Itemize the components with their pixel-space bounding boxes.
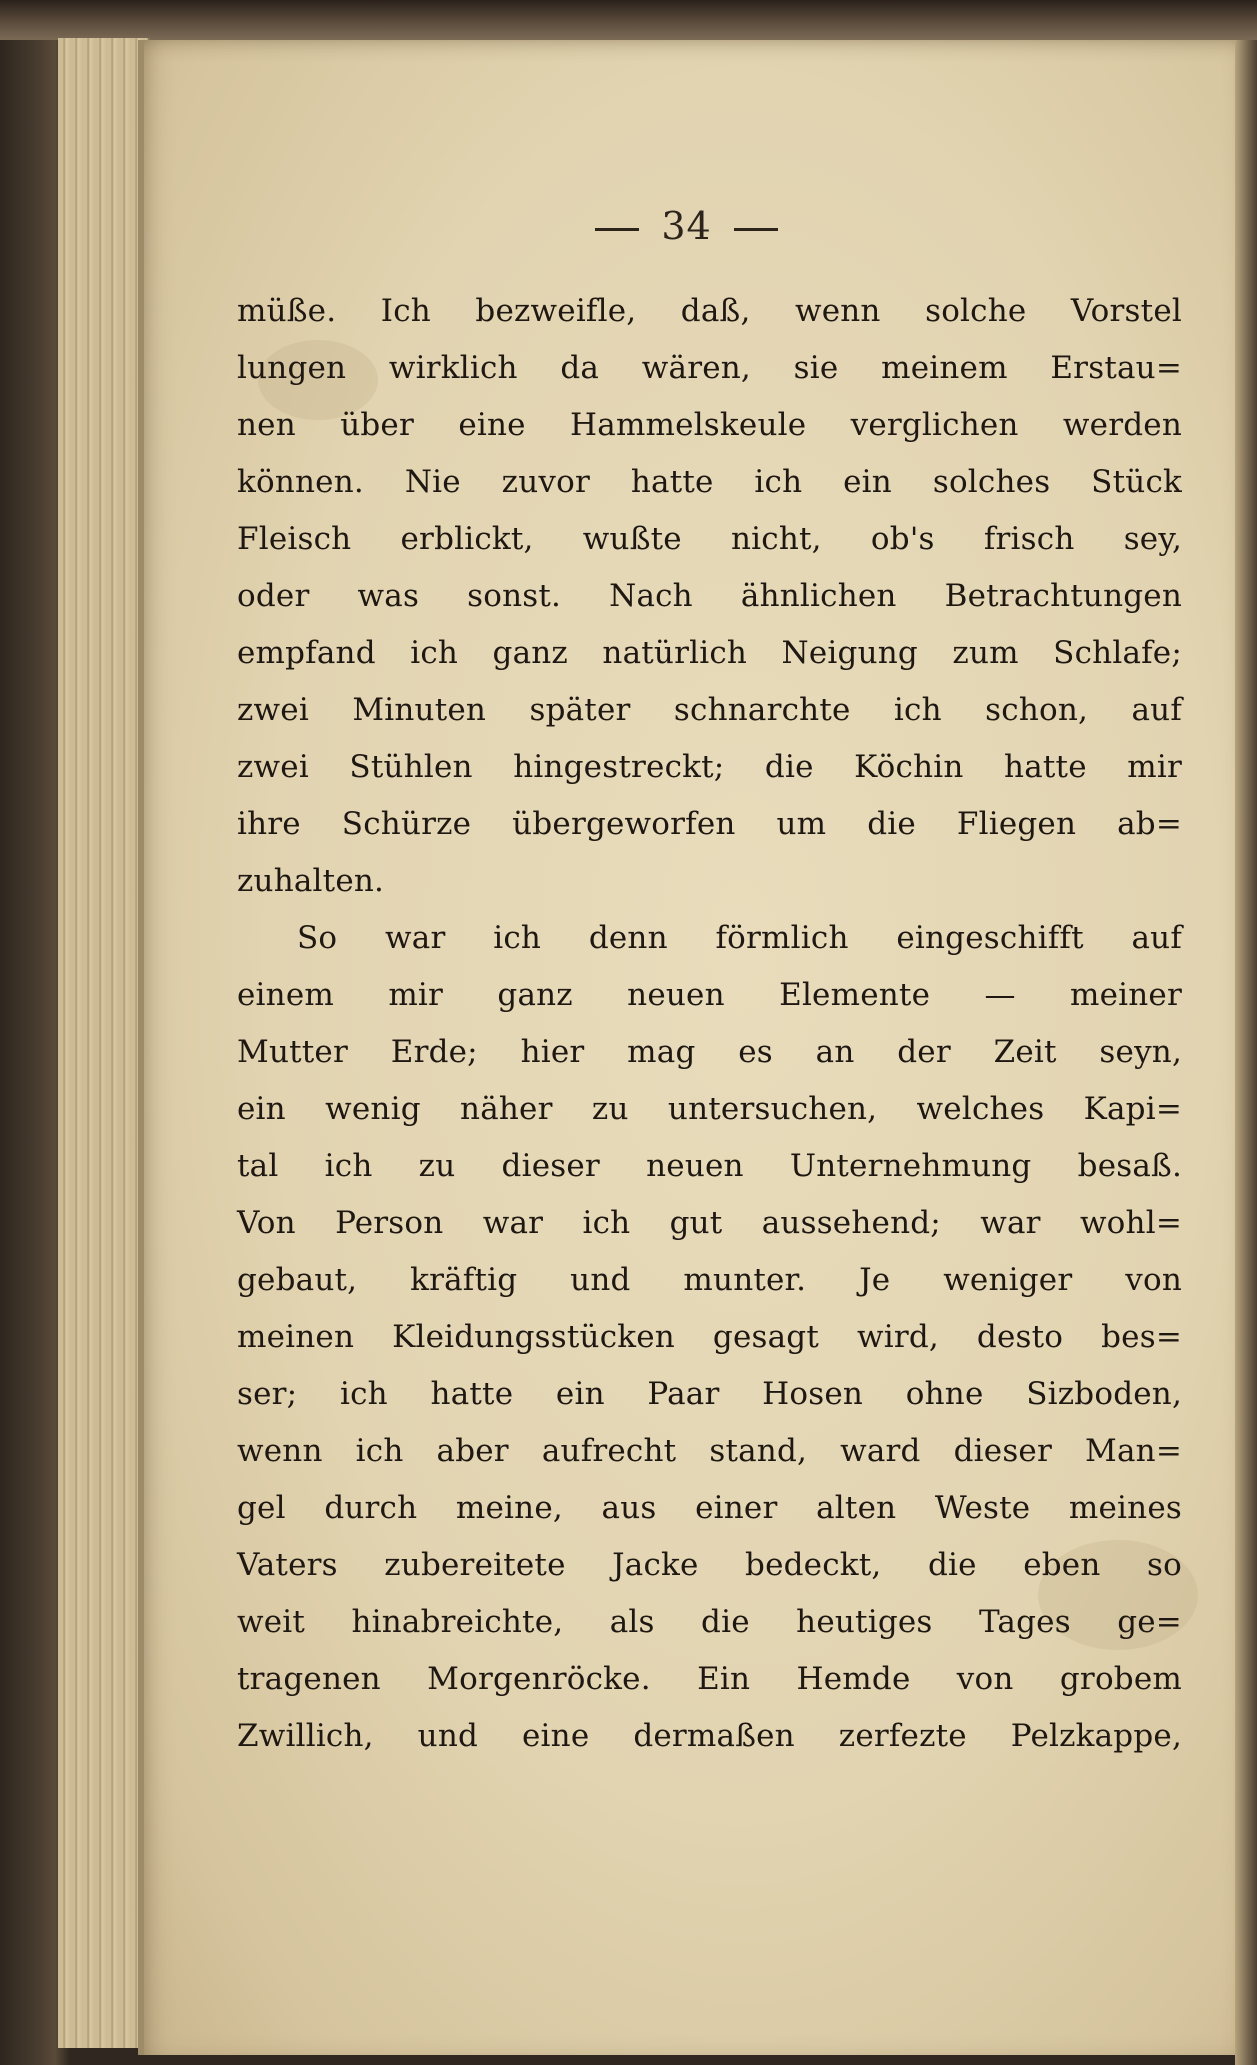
text-line: Zwillich, und eine dermaßen zerfezte Pelzkappe,	[237, 1718, 1182, 1754]
text-line: ihre Schürze übergeworfen um die Fliegen ab=	[237, 806, 1182, 842]
text-line: tal ich zu dieser neuen Unternehmung besaß.	[237, 1148, 1182, 1184]
text-line: zuhalten.	[237, 863, 385, 899]
page-number-dash-left	[595, 228, 639, 231]
page-number-value: 34	[661, 204, 712, 248]
text-line: zwei Stühlen hingestreckt; die Köchin hatte mir	[237, 749, 1182, 785]
text-line: gel durch meine, aus einer alten Weste meines	[237, 1490, 1182, 1526]
page-number-dash-right	[734, 228, 778, 231]
text-line: Vaters zubereitete Jacke bedeckt, die eben so	[237, 1547, 1182, 1583]
text-line: können. Nie zuvor hatte ich ein solches Stück	[237, 464, 1182, 500]
right-page-edge	[1235, 40, 1257, 2065]
text-line: gebaut, kräftig und munter. Je weniger von	[237, 1262, 1182, 1298]
text-line: einem mir ganz neuen Elemente — meiner	[237, 977, 1182, 1013]
text-line: zwei Minuten später schnarchte ich schon, auf	[237, 692, 1182, 728]
text-line: müße. Ich bezweifle, daß, wenn solche Vorstel	[237, 293, 1182, 329]
text-line: empfand ich ganz natürlich Neigung zum Schlafe;	[237, 635, 1182, 671]
text-line: ein wenig näher zu untersuchen, welches Kapi=	[237, 1091, 1182, 1127]
page-gutter	[138, 40, 144, 2055]
text-line: wenn ich aber aufrecht stand, ward dieser Man=	[237, 1433, 1182, 1469]
text-line: lungen wirklich da wären, sie meinem Erstau=	[237, 350, 1182, 386]
page-number	[138, 204, 1235, 248]
text-line: weit hinabreichte, als die heutiges Tages ge=	[237, 1604, 1182, 1640]
text-line: oder was sonst. Nach ähnlichen Betrachtungen	[237, 578, 1182, 614]
text-line: ser; ich hatte ein Paar Hosen ohne Sizboden,	[237, 1376, 1182, 1412]
text-line: tragenen Morgenröcke. Ein Hemde von grobem	[237, 1661, 1182, 1697]
page-edges-stack	[58, 38, 150, 2048]
text-line: nen über eine Hammelskeule verglichen werden	[237, 407, 1182, 443]
book-top-edge	[0, 0, 1257, 40]
text-line: meinen Kleidungsstücken gesagt wird, desto bes=	[237, 1319, 1182, 1355]
text-line: So war ich denn förmlich eingeschifft auf	[297, 920, 1182, 956]
text-line: Von Person war ich gut aussehend; war wohl=	[237, 1205, 1182, 1241]
text-line: Mutter Erde; hier mag es an der Zeit seyn,	[237, 1034, 1182, 1070]
text-line: Fleisch erblickt, wußte nicht, ob's frisch sey,	[237, 521, 1182, 557]
